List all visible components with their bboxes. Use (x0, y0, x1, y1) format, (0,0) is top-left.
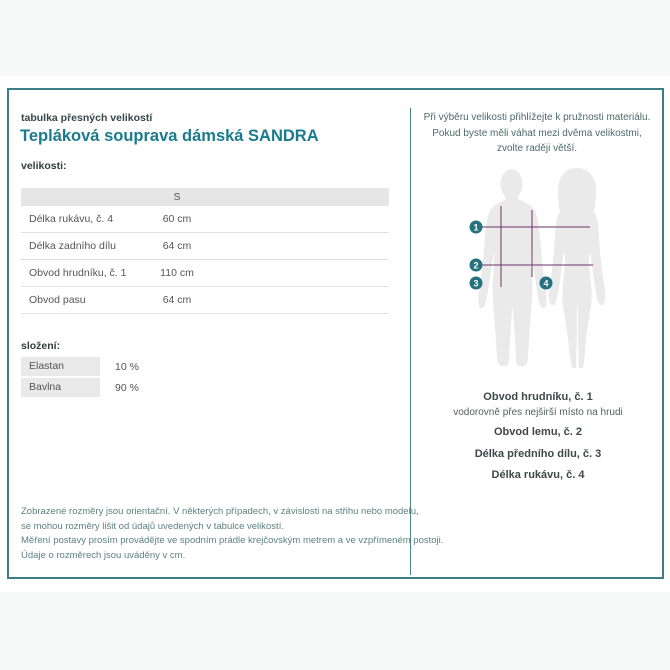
composition-label: složení: (21, 340, 61, 352)
row-label: Obvod pasu (29, 294, 86, 306)
row-label: Délka rukávu, č. 4 (29, 213, 114, 225)
table-row (21, 206, 389, 233)
female-silhouette (549, 168, 606, 368)
composition-row (21, 378, 139, 397)
svg-text:3: 3 (473, 278, 479, 289)
size-advice-text (410, 110, 664, 157)
measure-label-front-length: Délka předního dílu, č. 3 (474, 448, 602, 460)
row-value: 64 cm (162, 240, 192, 252)
disclaimer-line: Údaje o rozměrech jsou uváděny v cm. (21, 549, 186, 561)
row-label: Obvod hrudníku, č. 1 (29, 267, 127, 279)
size-advice-line: zvolte raději větší. (496, 143, 578, 154)
size-diagram (455, 160, 630, 375)
measure-label-sleeve: Délka rukávu, č. 4 (491, 469, 585, 481)
row-value: 60 cm (162, 213, 192, 225)
svg-text:2: 2 (473, 260, 479, 271)
row-label: Délka zadního dílu (29, 240, 116, 252)
table-heading: tabulka přesných velikostí (21, 112, 153, 124)
composition-material: Bavlna (21, 378, 100, 397)
disclaimer-line: se mohou rozměry lišit od údajů uvedených v tabulce velikostí. (21, 520, 284, 532)
size-column-header: S (173, 191, 181, 203)
svg-text:1: 1 (473, 222, 479, 233)
svg-text:4: 4 (543, 278, 549, 289)
composition-table (21, 357, 139, 399)
measure-label-chest-note: vodorovně přes nejširší místo na hrudi (453, 407, 623, 418)
table-row (21, 233, 389, 260)
row-value: 110 cm (160, 267, 194, 279)
size-advice-line: Při výběru velikosti přihlížejte k pružnosti materiálu. (423, 112, 651, 123)
row-value: 64 cm (162, 294, 192, 306)
disclaimer-line: Měření postavy prosím provádějte ve spodním prádle krejčovským metrem a ve vzpřímeném postoji. (21, 535, 444, 547)
measure-label-chest: Obvod hrudníku, č. 1 (483, 391, 593, 403)
disclaimer-line: Zobrazené rozměry jsou orientační. V některých případech, v závislosti na střihu nebo modelu, (21, 506, 419, 517)
composition-percent: 90 % (115, 381, 139, 394)
composition-percent: 10 % (115, 360, 139, 373)
composition-row (21, 357, 139, 376)
marker-3 (470, 277, 483, 290)
table-row (21, 260, 389, 287)
measure-label-hem: Obvod lemu, č. 2 (493, 426, 583, 438)
sizes-label: velikosti: (21, 160, 67, 172)
product-title: Tepláková souprava dámská SANDRA (20, 127, 319, 145)
table-row (21, 287, 389, 314)
marker-2 (470, 259, 483, 272)
composition-material: Elastan (21, 357, 100, 376)
marker-1 (470, 221, 483, 234)
size-advice-line: Pokud byste měli váhat mezi dvěma velikostmi, (432, 127, 642, 139)
male-silhouette (478, 169, 549, 366)
size-table-header-row (21, 188, 389, 206)
disclaimer-text (21, 505, 443, 563)
size-table (21, 188, 389, 314)
marker-4 (540, 277, 553, 290)
